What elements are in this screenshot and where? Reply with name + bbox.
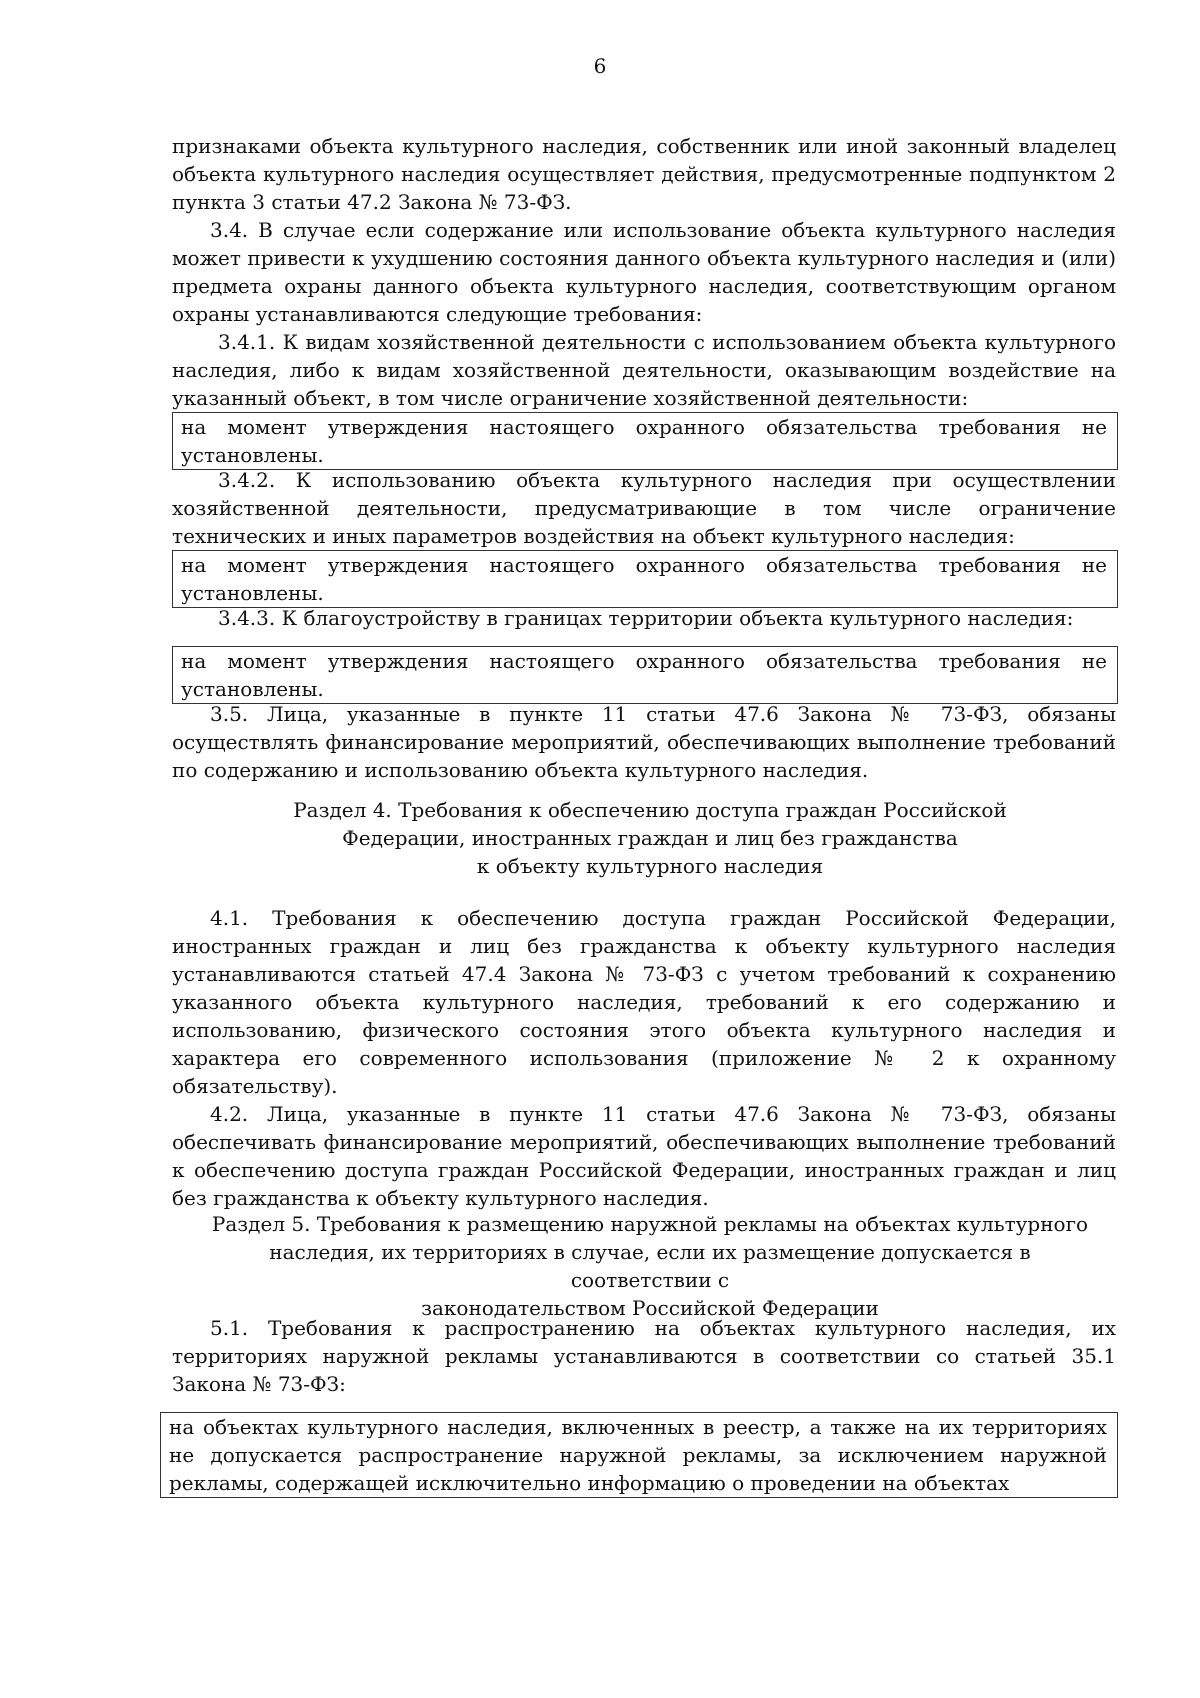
paragraph-3-4: 3.4. В случае если содержание или использование объекта культурного наследия может привести к ухудшению состояния данного объекта культурного наследия и (или) предмета охраны данного объекта культурного наследия, соответствующим органом охраны устанавливаются следующие требования:	[172, 218, 1116, 326]
paragraph-4-2: 4.2. Лица, указанные в пункте 11 статьи 47.6 Закона № 73-ФЗ, обязаны обеспечивать финансирование мероприятий, обеспечивающих выполнение требований к обеспечению доступа граждан Российской Федерации, иностранных граждан и лиц без гражданства к объекту культурного наследия.	[172, 1102, 1116, 1210]
section-5-heading-line: Раздел 5. Требования к размещению наружной рекламы на объектах культурного	[211, 1212, 1089, 1236]
section-5-heading-line: законодательством Российской Федерации	[421, 1296, 879, 1320]
page-number: 6	[593, 54, 607, 78]
requirements-not-set-box-1: на момент утверждения настоящего охранного обязательства требования не установлены.	[172, 412, 1118, 470]
section-4-heading-line: к объекту культурного наследия	[476, 854, 824, 878]
paragraph-3-4-1: 3.4.1. К видам хозяйственной деятельности с использованием объекта культурного наследия, либо к видам хозяйственной деятельности, оказывающим воздействие на указанный объект, в том числе ограничение хозяйственной деятельности:	[172, 330, 1116, 410]
paragraph-5-1: 5.1. Требования к распространению на объектах культурного наследия, их территориях наружной рекламы устанавливаются в соответствии со статьей 35.1 Закона № 73-ФЗ:	[172, 1316, 1116, 1396]
section-4-heading-line: Федерации, иностранных граждан и лиц без гражданства	[342, 826, 958, 850]
section-4-heading	[200, 796, 1100, 880]
requirements-not-set-box-2: на момент утверждения настоящего охранного обязательства требования не установлены.	[172, 550, 1118, 608]
requirements-not-set-box-3: на момент утверждения настоящего охранного обязательства требования не установлены.	[172, 646, 1118, 704]
paragraph-3-4-3: 3.4.3. К благоустройству в границах территории объекта культурного наследия:	[218, 606, 1074, 630]
paragraph-3-4-2: 3.4.2. К использованию объекта культурного наследия при осуществлении хозяйственной деятельности, предусматривающие в том числе ограничение технических и иных параметров воздействия на объект культурного наследия:	[172, 468, 1116, 548]
section-4-heading-line: Раздел 4. Требования к обеспечению доступа граждан Российской	[293, 798, 1007, 822]
section-5-heading-line: наследия, их территориях в случае, если их размещение допускается в соответствии с	[269, 1240, 1031, 1292]
advertising-restrictions-box: на объектах культурного наследия, включенных в реестр, а также на их территориях не допускается распространение наружной рекламы, за исключением наружной рекламы, содержащей исключительно информацию о проведении на объектах	[160, 1412, 1118, 1498]
paragraph-3-5: 3.5. Лица, указанные в пункте 11 статьи 47.6 Закона № 73-ФЗ, обязаны осуществлять финансирование мероприятий, обеспечивающих выполнение требований по содержанию и использованию объекта культурного наследия.	[172, 702, 1116, 782]
paragraph-continuation: признаками объекта культурного наследия, собственник или иной законный владелец объекта культурного наследия осуществляет действия, предусмотренные подпунктом 2 пункта 3 статьи 47.2 Закона № 73-ФЗ.	[172, 134, 1116, 214]
section-5-heading	[200, 1210, 1100, 1322]
paragraph-4-1: 4.1. Требования к обеспечению доступа граждан Российской Федерации, иностранных граждан и лиц без гражданства к объекту культурного наследия устанавливаются статьей 47.4 Закона № 73-ФЗ с учетом требований к сохранению указанного объекта культурного наследия, требований к его содержанию и использованию, физического состояния этого объекта культурного наследия и характера его современного использования (приложение № 2 к охранному обязательству).	[172, 906, 1116, 1098]
